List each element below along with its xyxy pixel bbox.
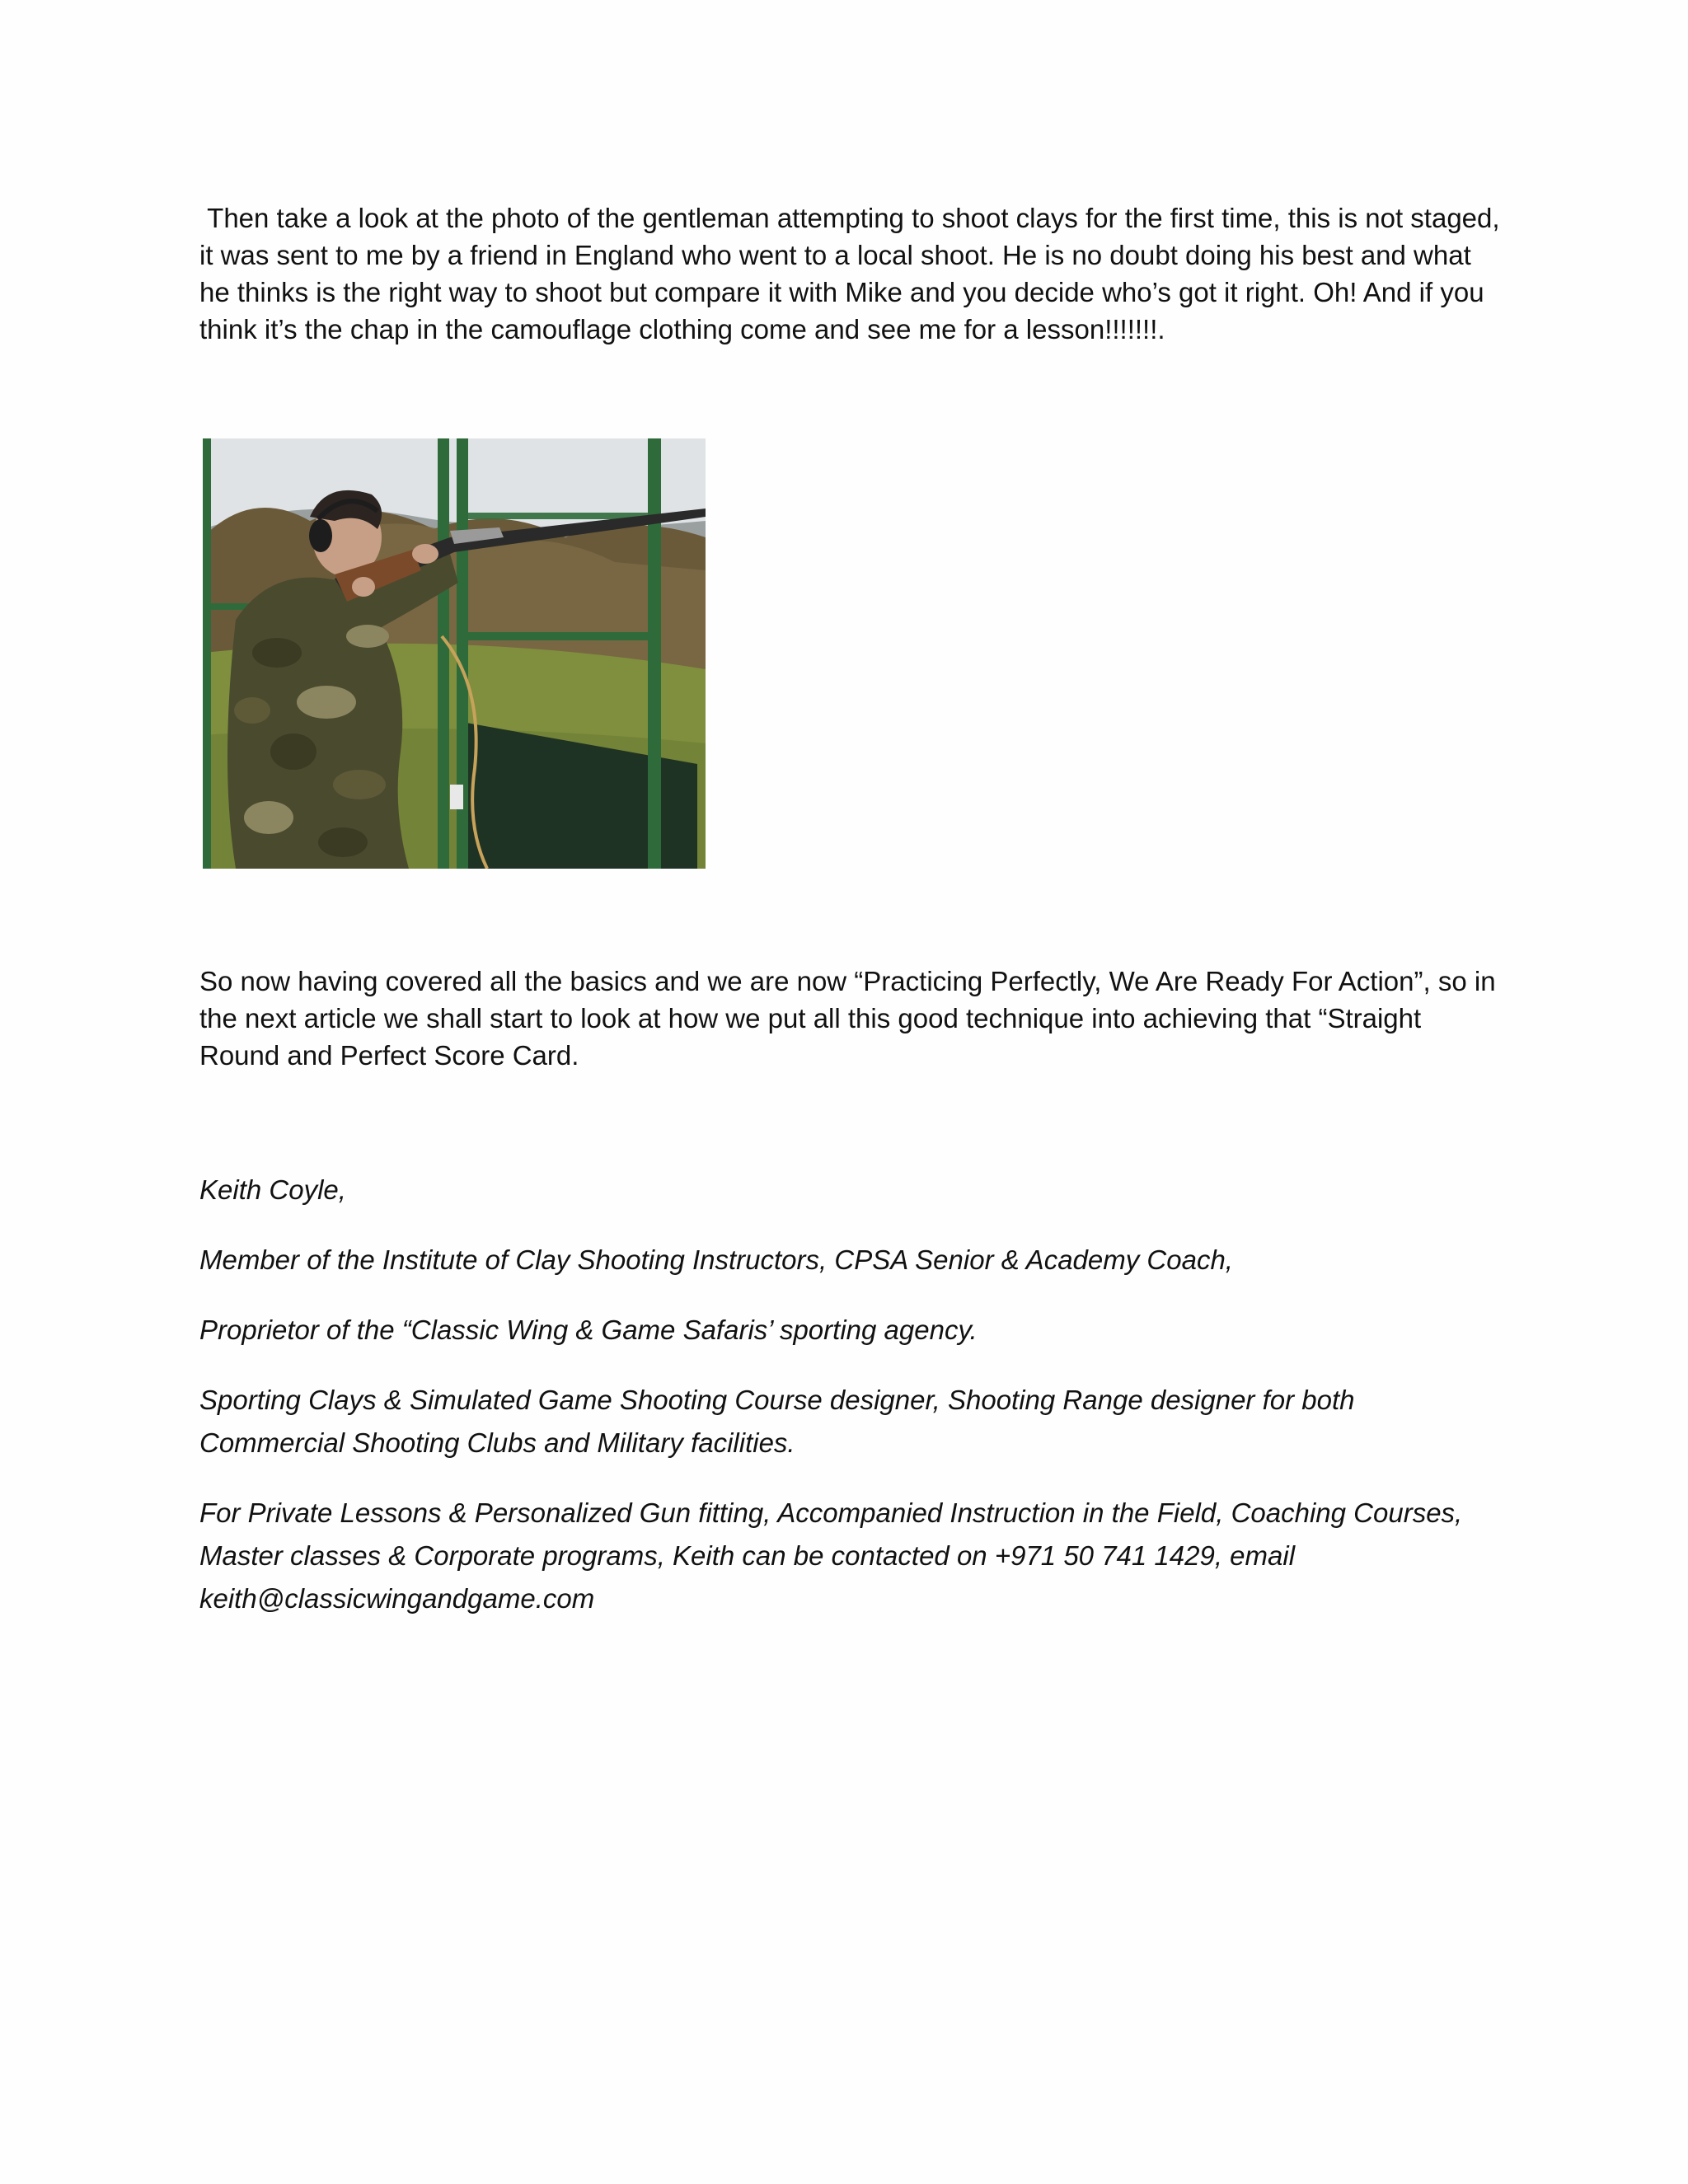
signature-proprietor: Proprietor of the “Classic Wing & Game Safaris’ sporting agency. bbox=[199, 1315, 978, 1345]
signature-name: Keith Coyle, bbox=[199, 1174, 346, 1205]
shooter-photo bbox=[203, 438, 706, 869]
signature-membership: Member of the Institute of Clay Shooting Instructors, CPSA Senior & Academy Coach, bbox=[199, 1244, 1233, 1275]
shooter-photo-illustration bbox=[203, 438, 706, 869]
signature-designer: Sporting Clays & Simulated Game Shooting Course designer, Shooting Range designer for both Commercial Shooting Clubs and Military facilities. bbox=[199, 1385, 1355, 1458]
closing-paragraph: So now having covered all the basics and we are now “Practicing Perfectly, We Are Ready For Action”, so in the next article we shall start to look at how we put all this good technique into achieving that “Straight Round and Perfect Score Card. bbox=[199, 966, 1503, 1071]
intro-paragraph: Then take a look at the photo of the gentleman attempting to shoot clays for the first time, this is not staged, it was sent to me by a friend in England who went to a local shoot. He is no doubt doing his best and what he thinks is the right way to shoot but compare it with Mike and you decide who’s got it right. Oh! And if you think it’s the chap in the camouflage clothing come and see me for a lesson!!!!!!!. bbox=[199, 203, 1507, 344]
signature-contact: For Private Lessons & Personalized Gun fitting, Accompanied Instruction in the Field, Coaching Courses, Master classes & Corporate programs, Keith can be contacted on +971 50 741 1429, email keith@classicwingandgame.com bbox=[199, 1497, 1463, 1614]
